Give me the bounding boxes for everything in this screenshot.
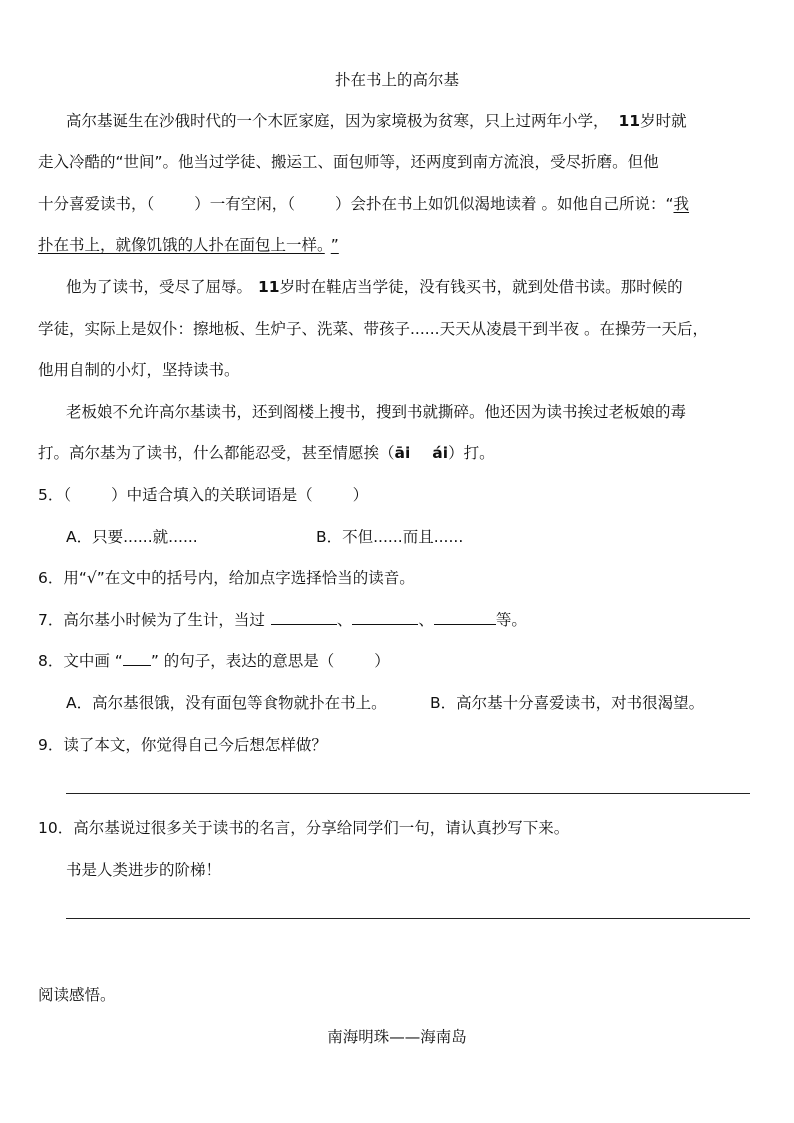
q5-text-a: 5．（ — [38, 486, 72, 504]
question-8 — [38, 650, 390, 672]
para3-line1: 老板娘不允许高尔基读书，还到阁楼上搜书，搜到书就撕碎。他还因为读书挨过老板娘的毒 — [66, 403, 687, 421]
q10-answer-line[interactable] — [66, 918, 750, 919]
para1-line3-a: 十分喜爱读书，（ — [38, 195, 155, 213]
para2-line1 — [66, 276, 683, 298]
q7-blank-2[interactable] — [352, 610, 418, 625]
question-6: 6．用“√”在文中的括号内，给加点字选择恰当的读音。 — [38, 569, 415, 587]
q7-text: 7．高尔基小时候为了生计，当过 — [38, 611, 265, 629]
q7-blank-1[interactable] — [271, 610, 337, 625]
q8-text-b: ” 的句子，表达的意思是（ — [150, 652, 335, 670]
q7-blank-3[interactable] — [434, 610, 496, 625]
para1-line3 — [38, 193, 689, 215]
q8-underline-sample — [123, 651, 151, 666]
age-number: 11 — [618, 112, 641, 130]
question-7 — [38, 609, 527, 631]
q9-answer-line[interactable] — [66, 793, 750, 794]
q8-option-a[interactable]: A．高尔基很饿，没有面包等食物就扑在书上。 — [66, 694, 387, 712]
para1-line2: 走入冷酷的“世间”。他当过学徒、搬运工、面包师等，还两度到南方流浪，受尽折磨。但他 — [38, 153, 659, 171]
para2-line3: 他用自制的小灯，坚持读书。 — [38, 361, 240, 379]
pinyin-option-1[interactable]: āi — [394, 444, 411, 462]
q5-text-b: ）中适合填入的关联词语是（ — [111, 486, 313, 504]
para1-line1-tail: 岁时就 — [640, 112, 687, 130]
underlined-quote-start: 我 — [673, 195, 690, 213]
para2-line2: 学徒，实际上是奴仆：擦地板、生炉子、洗菜、带孩子......天天从凌晨干到半夜 。在操劳一天后， — [38, 320, 708, 338]
para2-line1-a: 他为了读书，受尽了屈辱。 — [66, 278, 253, 296]
underlined-quote-end: ” — [330, 236, 339, 254]
q8-text-a: 8．文中画 “ — [38, 652, 123, 670]
next-passage-title: 南海明珠——海南岛 — [327, 1028, 467, 1046]
underlined-quote: 扑在书上，就像饥饿的人扑在面包上一样。 — [38, 236, 325, 254]
para3-line2-a: 打。高尔基为了读书，什么都能忍受，甚至情愿挨（ — [38, 444, 395, 462]
q8-option-b[interactable]: B．高尔基十分喜爱读书，对书很渴望。 — [430, 694, 705, 712]
para1-line3-c: ）会扑在书上如饥似渴地读着 。如他自己所说：“ — [335, 195, 674, 213]
q5-text-c: ） — [352, 486, 369, 504]
para1-line4 — [38, 234, 339, 256]
q7-sep-1: 、 — [336, 611, 353, 629]
section-label: 阅读感悟。 — [38, 986, 116, 1004]
question-5 — [38, 484, 368, 506]
q8-text-c: ） — [374, 652, 390, 670]
age-number-2: 11 — [258, 278, 280, 296]
q5-option-b[interactable]: B．不但......而且...... — [316, 528, 464, 546]
q7-text-end: 等。 — [495, 611, 527, 629]
question-9: 9．读了本文，你觉得自己今后想怎样做？ — [38, 736, 327, 754]
para3-line2 — [38, 442, 495, 464]
q5-option-a[interactable]: A．只要......就...... — [66, 528, 198, 546]
pinyin-option-2[interactable]: ái — [432, 444, 449, 462]
q7-sep-2: 、 — [418, 611, 434, 629]
question-10: 10．高尔基说过很多关于读书的名言，分享给同学们一句，请认真抄写下来。 — [38, 819, 570, 837]
q10-quote: 书是人类进步的阶梯！ — [66, 861, 222, 879]
passage-title: 扑在书上的高尔基 — [334, 71, 459, 89]
para1-line1 — [66, 110, 687, 132]
para1-line1-text: 高尔基诞生在沙俄时代的一个木匠家庭，因为家境极为贫寒，只上过两年小学， — [66, 112, 609, 130]
para3-line2-d: ）打。 — [448, 444, 495, 462]
para2-line1-c: 岁时在鞋店当学徒，没有钱买书，就到处借书读。那时候的 — [279, 278, 683, 296]
para1-line3-b: ）一有空闲，（ — [194, 195, 296, 213]
